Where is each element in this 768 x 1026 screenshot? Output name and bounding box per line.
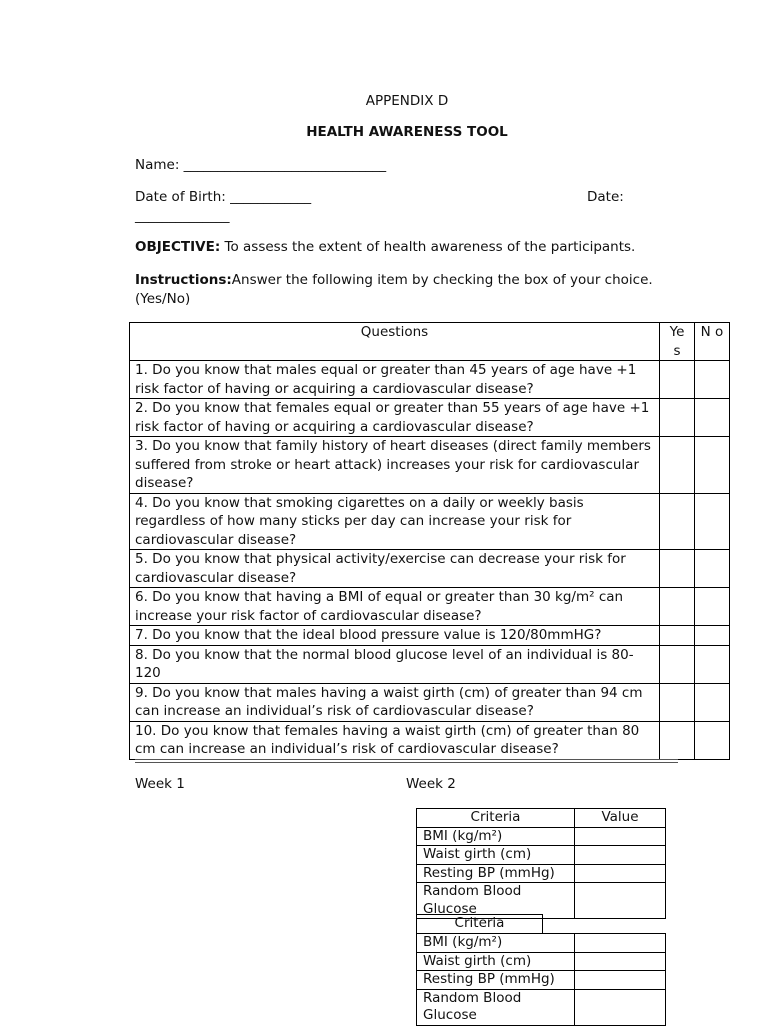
criteria-label: BMI (kg/m²) [417,934,575,953]
table-row [417,989,666,1025]
questions-table [129,322,730,760]
table-row [130,437,730,494]
criteria-label: Resting BP (mmHg) [417,971,575,990]
no-checkbox[interactable] [695,626,730,646]
value-cell[interactable] [575,827,666,846]
value-cell[interactable] [575,934,666,953]
table-row [417,952,666,971]
yes-checkbox[interactable] [660,721,695,759]
table-row [130,721,730,759]
question-text: 10. Do you know that females having a waist girth (cm) of greater than 80 cm can increase an individual’s risk of cardiovascular disease? [130,721,660,759]
no-checkbox[interactable] [695,588,730,626]
table-row [130,550,730,588]
table-row [417,934,666,953]
week1-label: Week 1 [135,776,185,792]
no-checkbox[interactable] [695,645,730,683]
divider-line [135,759,678,760]
criteria-label: Waist girth (cm) [417,952,575,971]
criteria-label: BMI (kg/m²) [417,827,575,846]
table-row [130,361,730,399]
table-row [417,827,666,846]
criteria-label: Random Blood Glucose [417,989,575,1025]
divider-line [135,762,678,763]
document-title: HEALTH AWARENESS TOOL [306,124,508,140]
question-text: 4. Do you know that smoking cigarettes on a daily or weekly basis regardless of how many sticks per day can increase your risk for cardiovascular disease? [130,493,660,550]
table-row [130,493,730,550]
value-cell[interactable] [575,846,666,865]
yes-checkbox[interactable] [660,550,695,588]
value-cell[interactable] [575,952,666,971]
table-row [417,864,666,883]
yes-checkbox[interactable] [660,588,695,626]
name-field: Name: ______________________________ [135,157,387,173]
objective-label: OBJECTIVE: [135,239,221,255]
instructions [135,271,675,308]
no-checkbox[interactable] [695,721,730,759]
question-text: 1. Do you know that males equal or greater than 45 years of age have +1 risk factor of having or acquiring a cardiovascular disease? [130,361,660,399]
criteria-table-week2 [416,808,666,919]
no-checkbox[interactable] [695,399,730,437]
date-label: Date: [587,189,624,205]
table-row [417,846,666,865]
no-checkbox[interactable] [695,437,730,494]
question-text: 9. Do you know that males having a waist girth (cm) of greater than 94 cm can increase an individual’s risk of cardiovascular disease? [130,683,660,721]
criteria-label: Random Blood Glucose [417,883,575,919]
question-text: 3. Do you know that family history of heart diseases (direct family members suffered from stroke or heart attack) increases your risk for cardiovascular disease? [130,437,660,494]
criteria-label: Resting BP (mmHg) [417,864,575,883]
table-row [130,645,730,683]
question-text: 6. Do you know that having a BMI of equal or greater than 30 kg/m² can increase your risk factor of cardiovascular disease? [130,588,660,626]
week2-label: Week 2 [406,776,456,792]
value-header-empty [543,915,667,934]
instructions-label: Instructions: [135,272,232,288]
yes-checkbox[interactable] [660,493,695,550]
yes-checkbox[interactable] [660,437,695,494]
yes-checkbox[interactable] [660,361,695,399]
yes-checkbox[interactable] [660,626,695,646]
criteria-header: Criteria [417,809,575,828]
value-cell[interactable] [575,989,666,1025]
yes-checkbox[interactable] [660,399,695,437]
instructions-text: Answer the following item by checking the box of your choice. (Yes/No) [135,272,653,307]
question-text: 2. Do you know that females equal or greater than 55 years of age have +1 risk factor of having or acquiring a cardiovascular disease? [130,399,660,437]
table-row [130,588,730,626]
question-text: 5. Do you know that physical activity/exercise can decrease your risk for cardiovascular disease? [130,550,660,588]
criteria-label: Waist girth (cm) [417,846,575,865]
criteria-header-row [417,809,666,828]
questions-header: Questions [130,323,660,361]
no-checkbox[interactable] [695,493,730,550]
question-text: 8. Do you know that the normal blood glucose level of an individual is 80-120 [130,645,660,683]
objective [135,239,635,255]
table-row [130,399,730,437]
yes-header: Ye s [660,323,695,361]
no-checkbox[interactable] [695,550,730,588]
value-header: Value [575,809,666,828]
question-text: 7. Do you know that the ideal blood pressure value is 120/80mmHG? [130,626,660,646]
questions-header-row [130,323,730,361]
no-checkbox[interactable] [695,361,730,399]
criteria-table-second [416,914,666,934]
yes-checkbox[interactable] [660,683,695,721]
no-header: N o [695,323,730,361]
criteria-table-second-body [416,933,666,1026]
table-row [130,626,730,646]
objective-text: To assess the extent of health awareness of the participants. [220,239,636,255]
no-checkbox[interactable] [695,683,730,721]
value-cell[interactable] [575,971,666,990]
date-line: ______________ [135,208,230,224]
table-row [417,971,666,990]
dob-field: Date of Birth: ____________ [135,189,312,205]
value-cell[interactable] [575,864,666,883]
table-row [130,683,730,721]
yes-checkbox[interactable] [660,645,695,683]
criteria-header-row [417,915,667,934]
appendix-label: APPENDIX D [365,93,449,109]
criteria-header: Criteria [417,915,543,934]
